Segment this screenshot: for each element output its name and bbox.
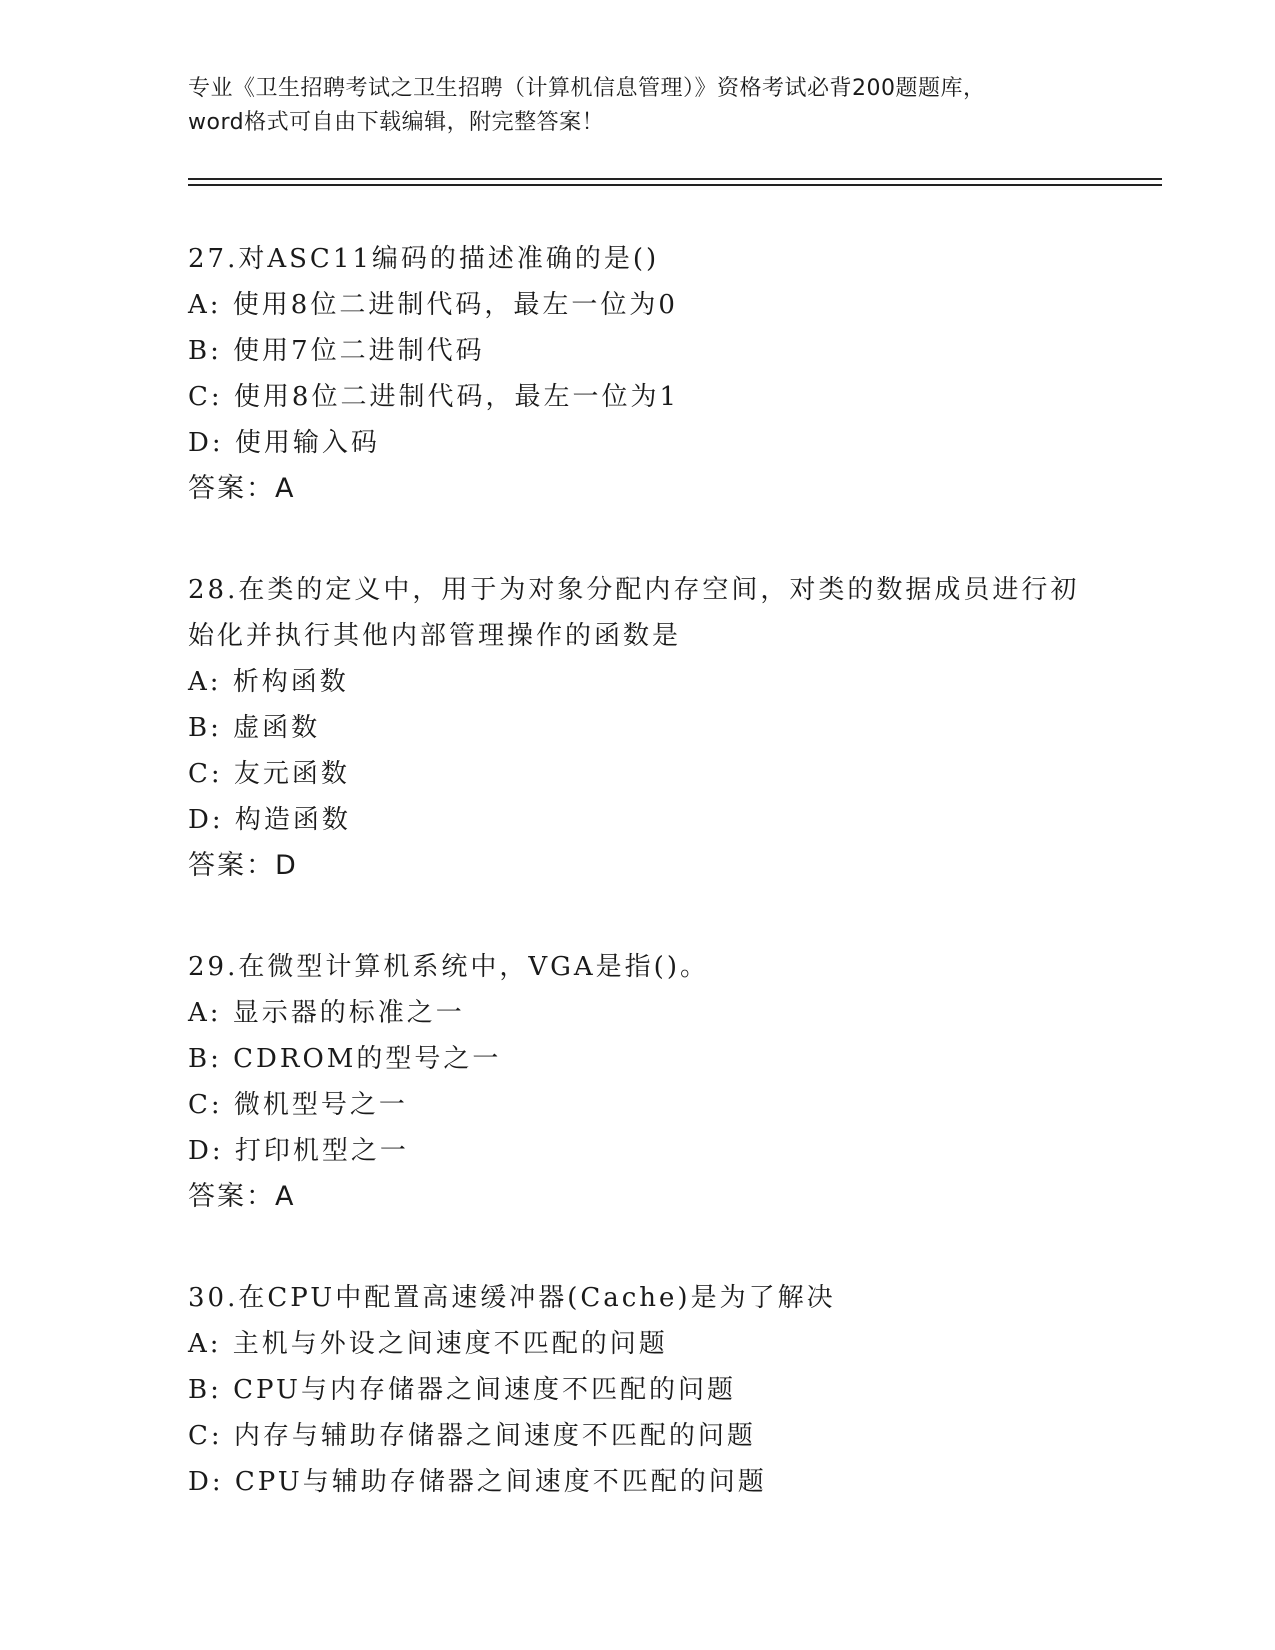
question-stem-continued: 始化并执行其他内部管理操作的函数是 (188, 621, 682, 651)
option-b: B: CDROM的型号之一 (188, 1044, 502, 1074)
question-29 (188, 944, 1128, 1220)
option-a: A: 使用8位二进制代码，最左一位为0 (188, 290, 678, 320)
answer: 答案：A (188, 1181, 296, 1212)
question-27 (188, 236, 1128, 512)
option-c: C: 内存与辅助存储器之间速度不匹配的问题 (188, 1421, 756, 1451)
header-line-2: word格式可自由下载编辑，附完整答案！ (188, 110, 605, 135)
answer: 答案：D (188, 850, 298, 881)
header-line-1: 专业《卫生招聘考试之卫生招聘（计算机信息管理）》资格考试必背200题题库， (188, 76, 986, 101)
option-d: D: 使用输入码 (188, 428, 380, 458)
option-b: B: 使用7位二进制代码 (188, 336, 485, 366)
option-c: C: 使用8位二进制代码，最左一位为1 (188, 382, 680, 412)
question-stem: 27.对ASC11编码的描述准确的是() (188, 244, 660, 274)
document-header (188, 72, 1088, 140)
question-28 (188, 567, 1128, 889)
question-30 (188, 1275, 1128, 1505)
option-a: A: 析构函数 (188, 667, 349, 697)
question-stem: 28.在类的定义中，用于为对象分配内存空间，对类的数据成员进行初 (188, 575, 1080, 605)
answer: 答案：A (188, 473, 296, 504)
option-d: D: 打印机型之一 (188, 1136, 409, 1166)
option-c: C: 微机型号之一 (188, 1090, 408, 1120)
option-b: B: CPU与内存储器之间速度不匹配的问题 (188, 1375, 736, 1405)
header-divider-bottom (188, 184, 1162, 186)
question-stem: 30.在CPU中配置高速缓冲器(Cache)是为了解决 (188, 1283, 836, 1313)
option-a: A: 显示器的标准之一 (188, 998, 465, 1028)
option-d: D: CPU与辅助存储器之间速度不匹配的问题 (188, 1467, 767, 1497)
option-a: A: 主机与外设之间速度不匹配的问题 (188, 1329, 668, 1359)
option-b: B: 虚函数 (188, 713, 321, 743)
option-d: D: 构造函数 (188, 805, 351, 835)
header-divider-top (188, 178, 1162, 180)
option-c: C: 友元函数 (188, 759, 350, 789)
question-stem: 29.在微型计算机系统中，VGA是指()。 (188, 952, 709, 982)
question-list (188, 236, 1128, 1560)
